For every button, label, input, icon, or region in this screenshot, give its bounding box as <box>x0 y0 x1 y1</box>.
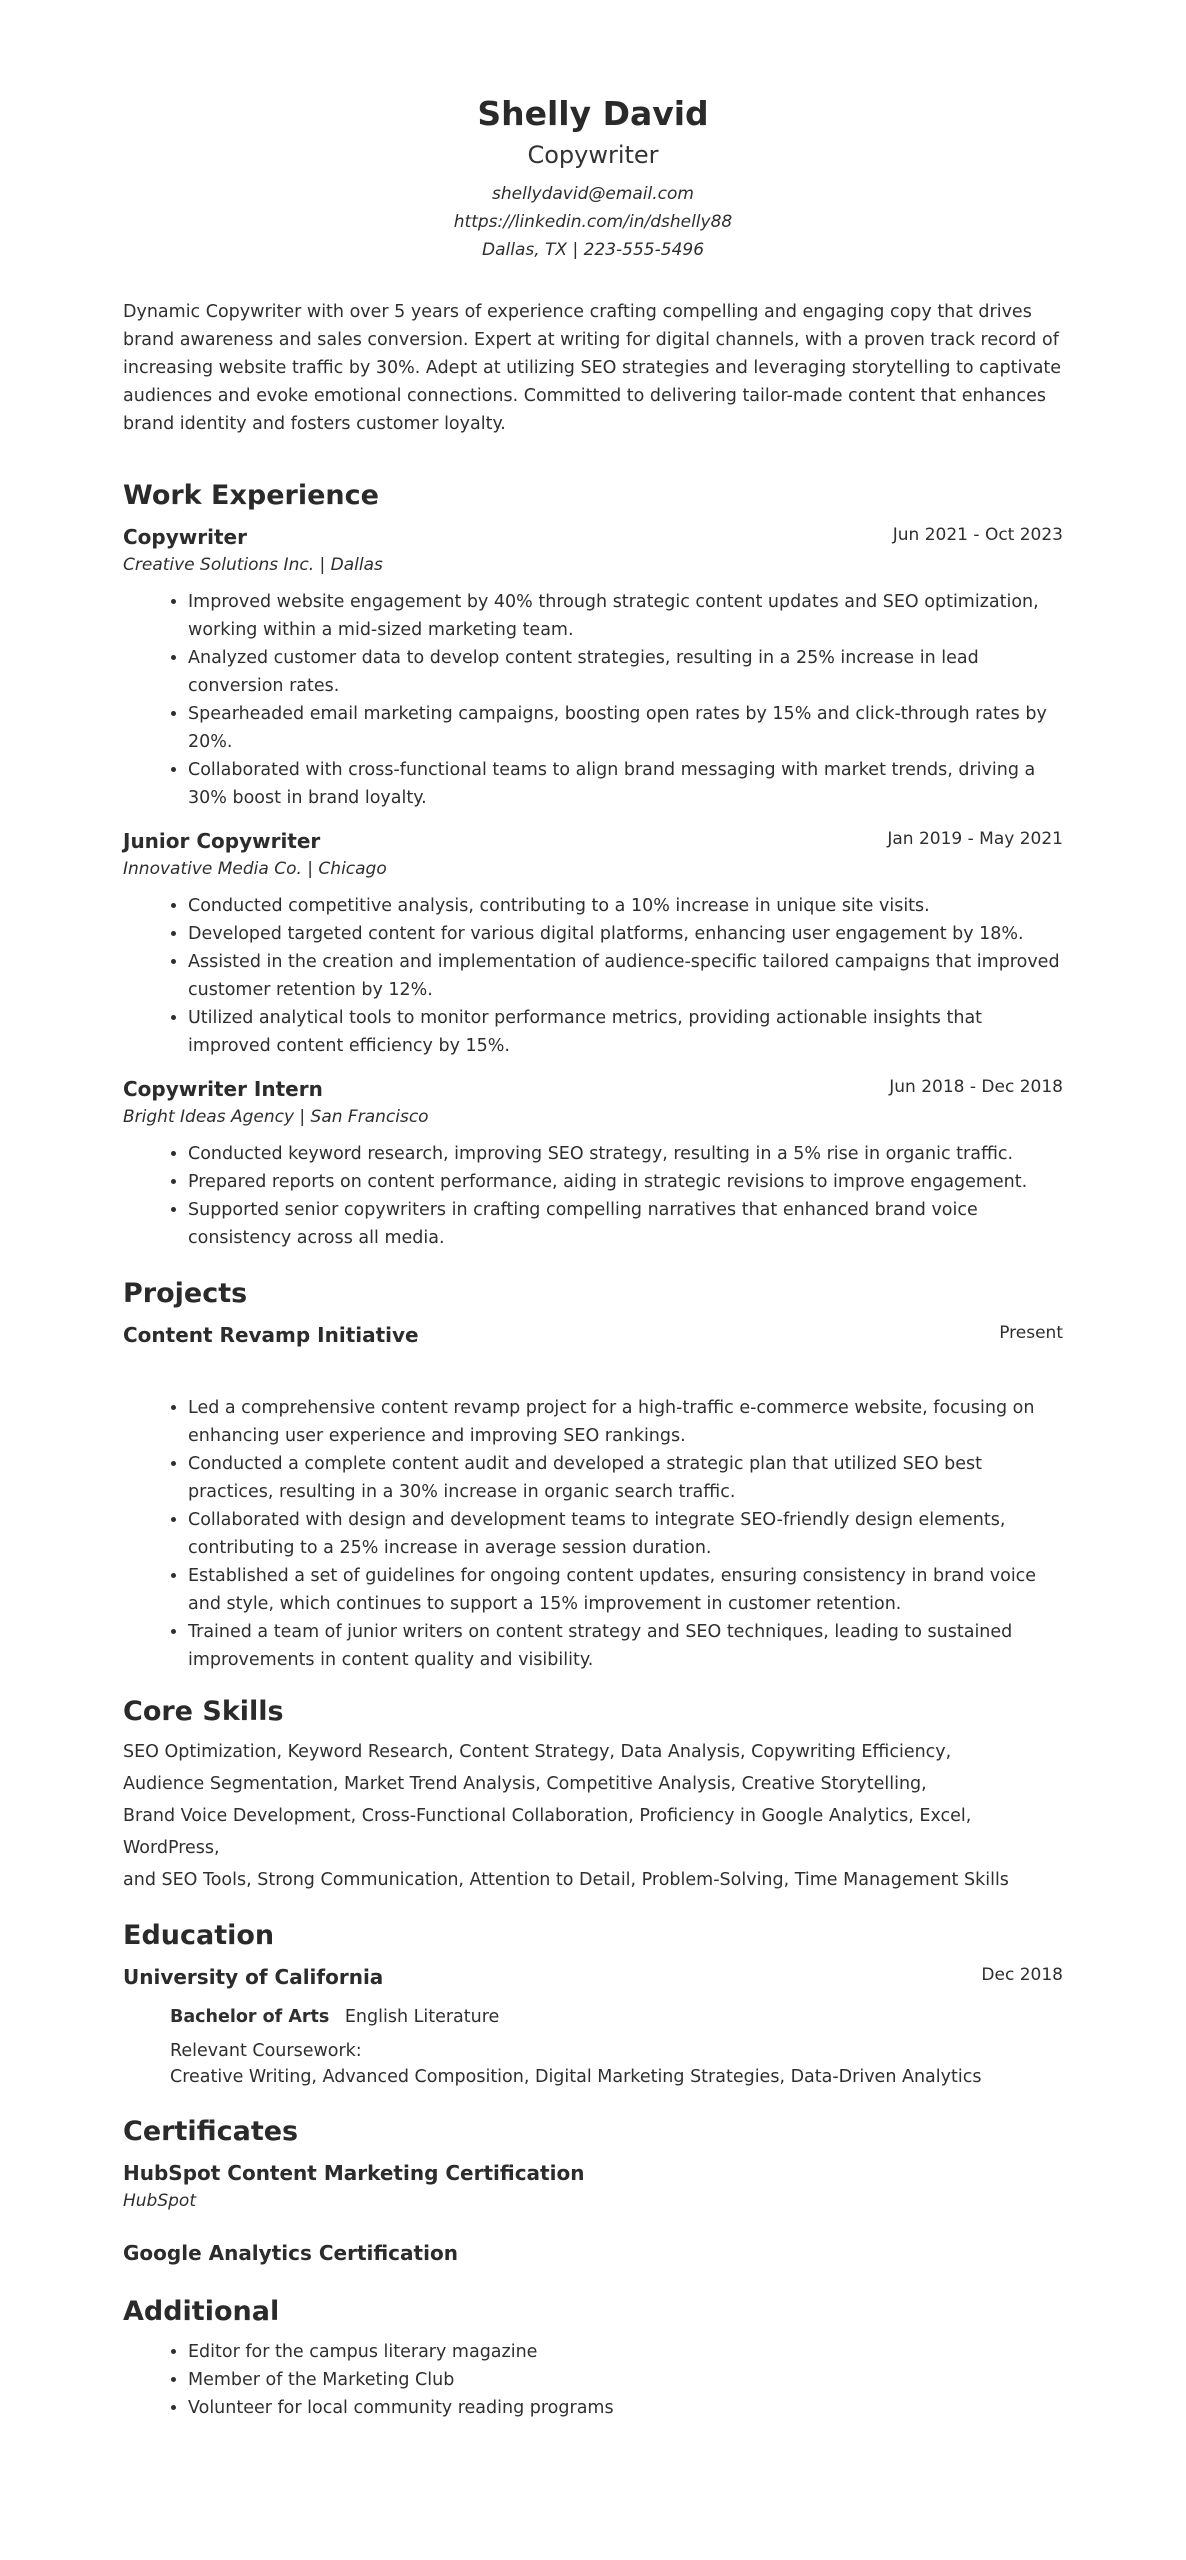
bullet-item: • Utilized analytical tools to monitor performance metrics, providing actionable insights that improved content efficiency by 15%. <box>188 1004 1063 1060</box>
candidate-title: Copywriter <box>527 141 659 169</box>
job-bullets <box>123 1140 1063 1252</box>
education-section <box>123 1916 1063 2090</box>
skills-list <box>123 1736 1063 1896</box>
job-date: Jan 2019 - May 2021 <box>887 829 1063 849</box>
section-heading-education: Education <box>123 1920 275 1951</box>
section-heading-work: Work Experience <box>123 480 379 511</box>
bullet-item: • Assisted in the creation and implementation of audience-specific tailored campaigns that improved customer retention by 12%. <box>188 948 1063 1004</box>
job-header <box>123 1074 1063 1104</box>
education-entry <box>123 1962 1063 2090</box>
certificate-issuer: HubSpot <box>123 2191 196 2211</box>
degree-name: Bachelor of Arts <box>170 2007 330 2027</box>
location-phone-text: Dallas, TX | 223-555-5496 <box>481 240 705 260</box>
job-date: Jun 2018 - Dec 2018 <box>889 1077 1063 1097</box>
certificate-title: HubSpot Content Marketing Certification <box>123 2161 585 2185</box>
job-title: Junior Copywriter <box>123 829 321 853</box>
job-header <box>123 826 1063 856</box>
resume-header <box>123 92 1063 264</box>
bullet-item: • Volunteer for local community reading programs <box>188 2394 1063 2422</box>
coursework-label: Relevant Coursework: <box>170 2041 362 2061</box>
certificates-section <box>123 2112 1063 2268</box>
skills-line: Brand Voice Development, Cross-Functional Collaboration, Proficiency in Google Analytics, Excel, WordPress, <box>123 1806 972 1858</box>
section-heading-additional: Additional <box>123 2296 280 2327</box>
work-experience-section <box>123 476 1063 1252</box>
certificate-entry <box>123 2238 1063 2268</box>
bullet-item: • Developed targeted content for various digital platforms, enhancing user engagement by 18%. <box>188 920 1063 948</box>
job-entry <box>123 1074 1063 1252</box>
bullet-item: • Supported senior copywriters in crafting compelling narratives that enhanced brand voice consistency across all media. <box>188 1196 1063 1252</box>
bullet-item: • Conducted keyword research, improving SEO strategy, resulting in a 5% rise in organic traffic. <box>188 1140 1063 1168</box>
bullet-item: • Conducted competitive analysis, contributing to a 10% increase in unique site visits. <box>188 892 1063 920</box>
bullet-item: • Collaborated with cross-functional teams to align brand messaging with market trends, driving a 30% boost in brand loyalty. <box>188 756 1063 812</box>
skills-line: Audience Segmentation, Market Trend Analysis, Competitive Analysis, Creative Storytelling, <box>123 1774 927 1794</box>
bullet-item: • Spearheaded email marketing campaigns, boosting open rates by 15% and click-through rates by 20%. <box>188 700 1063 756</box>
job-title: Copywriter <box>123 525 247 549</box>
graduation-date: Dec 2018 <box>981 1965 1063 1985</box>
project-entry <box>123 1320 1063 1674</box>
skills-line: and SEO Tools, Strong Communication, Attention to Detail, Problem-Solving, Time Management Skills <box>123 1870 1009 1890</box>
additional-list <box>123 2338 1063 2422</box>
certificate-entry <box>123 2158 1063 2214</box>
job-bullets <box>123 892 1063 1060</box>
bullet-item: • Member of the Marketing Club <box>188 2366 1063 2394</box>
summary-paragraph: Dynamic Copywriter with over 5 years of experience crafting compelling and engaging copy that drives brand awareness and sales conversion. Expert at writing for digital channels, with a proven track record of increasing website traffic by 30%. Adept at utilizing SEO strategies and leveraging storytelling to captivate audiences and evoke emotional connections. Committed to delivering tailor-made content that enhances brand identity and fosters customer loyalty. <box>123 302 1062 434</box>
section-heading-certificates: Certificates <box>123 2116 299 2147</box>
project-bullets <box>123 1394 1063 1674</box>
job-company: Bright Ideas Agency | San Francisco <box>123 1107 429 1127</box>
additional-section <box>123 2292 1063 2422</box>
linkedin-text: https://linkedin.com/in/dshelly88 <box>453 212 733 232</box>
job-entry <box>123 826 1063 1060</box>
bullet-item: • Collaborated with design and development teams to integrate SEO-friendly design elements, contributing to a 25% increase in average session duration. <box>188 1506 1063 1562</box>
bullet-item: • Trained a team of junior writers on content strategy and SEO techniques, leading to sustained improvements in content quality and visibility. <box>188 1618 1063 1674</box>
coursework-list: Creative Writing, Advanced Composition, Digital Marketing Strategies, Data-Driven Analytics <box>170 2067 982 2087</box>
job-header <box>123 522 1063 552</box>
section-heading-projects: Projects <box>123 1278 248 1309</box>
job-company: Innovative Media Co. | Chicago <box>123 859 387 879</box>
job-date: Jun 2021 - Oct 2023 <box>892 525 1063 545</box>
projects-section <box>123 1274 1063 1674</box>
skills-section <box>123 1692 1063 1896</box>
project-header <box>123 1320 1063 1350</box>
candidate-name: Shelly David <box>477 94 709 133</box>
degree-field: English Literature <box>344 2007 500 2027</box>
job-entry <box>123 522 1063 812</box>
email-text: shellydavid@email.com <box>492 184 694 204</box>
job-bullets <box>123 588 1063 812</box>
skills-line: SEO Optimization, Keyword Research, Content Strategy, Data Analysis, Copywriting Efficiency, <box>123 1742 952 1762</box>
bullet-item: • Editor for the campus literary magazine <box>188 2338 1063 2366</box>
section-heading-skills: Core Skills <box>123 1696 284 1727</box>
project-title: Content Revamp Initiative <box>123 1323 419 1347</box>
degree-line <box>123 2004 1063 2030</box>
job-company: Creative Solutions Inc. | Dallas <box>123 555 383 575</box>
certificate-title: Google Analytics Certification <box>123 2241 458 2265</box>
coursework-block <box>123 2038 1063 2090</box>
bullet-item: • Analyzed customer data to develop content strategies, resulting in a 25% increase in lead conversion rates. <box>188 644 1063 700</box>
education-header <box>123 1962 1063 1992</box>
job-title: Copywriter Intern <box>123 1077 323 1101</box>
bullet-item: • Conducted a complete content audit and developed a strategic plan that utilized SEO best practices, resulting in a 30% increase in organic search traffic. <box>188 1450 1063 1506</box>
bullet-item: • Led a comprehensive content revamp project for a high-traffic e-commerce website, focusing on enhancing user experience and improving SEO rankings. <box>188 1394 1063 1450</box>
bullet-item: • Established a set of guidelines for ongoing content updates, ensuring consistency in brand voice and style, which continues to support a 15% improvement in customer retention. <box>188 1562 1063 1618</box>
project-date: Present <box>999 1323 1063 1343</box>
bullet-item: • Improved website engagement by 40% through strategic content updates and SEO optimization, working within a mid-sized marketing team. <box>188 588 1063 644</box>
bullet-item: • Prepared reports on content performance, aiding in strategic revisions to improve engagement. <box>188 1168 1063 1196</box>
school-name: University of California <box>123 1965 384 1989</box>
